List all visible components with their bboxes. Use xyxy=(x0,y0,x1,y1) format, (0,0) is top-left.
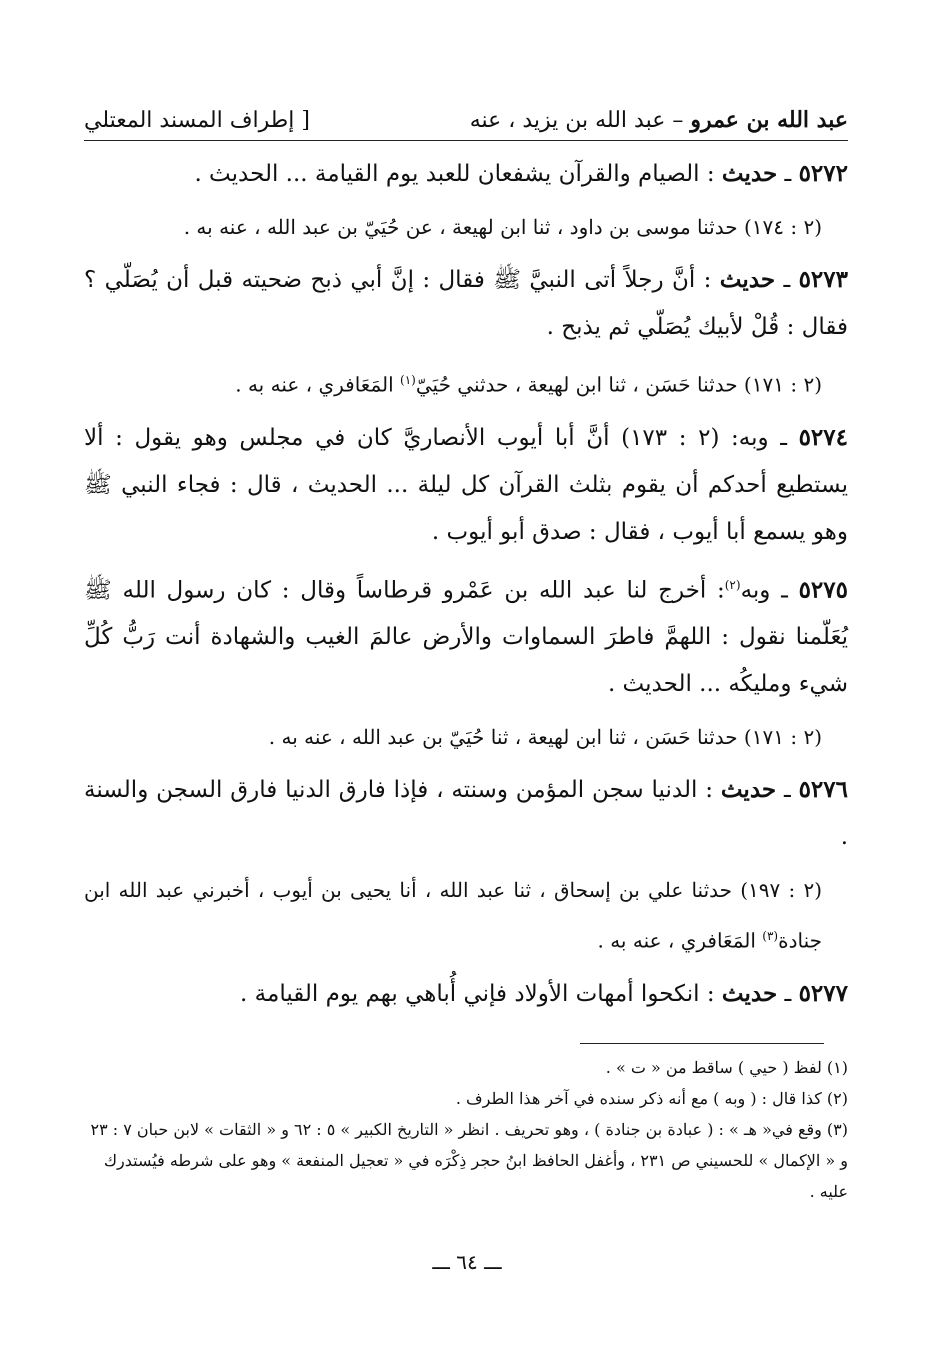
entry-number: ٥٢٧٤ xyxy=(798,423,848,451)
running-header xyxy=(84,100,848,140)
isnad-text-cont: المَعَافري ، عنه به . xyxy=(597,928,763,953)
footnote-ref: (٢) xyxy=(724,577,741,592)
entry-text: وبه xyxy=(740,577,771,604)
entry-number: ٥٢٧٧ xyxy=(798,979,848,1007)
isnad-5276 xyxy=(84,867,822,964)
footnote-rule xyxy=(580,1043,824,1044)
entry-separator: ـ xyxy=(776,777,799,804)
header-rule xyxy=(84,140,848,141)
page-number: ـــ ٦٤ ـــ xyxy=(432,1250,502,1274)
entry-separator: ـ xyxy=(777,980,799,1007)
footnote-2: (٢) كذا قال : ( وبه ) مع أنه ذكر سنده في آخر هذا الطرف . xyxy=(455,1089,848,1108)
entry-keyword: حديث xyxy=(719,266,776,293)
main-text xyxy=(84,150,848,1024)
entry-text: : انكحوا أمهات الأولاد فإني أُباهي بهم يوم القيامة . xyxy=(240,980,722,1007)
entry-5272 xyxy=(84,150,848,198)
footnote-1: (١) لفظ ( حيي ) ساقط من « ت » . xyxy=(605,1058,848,1077)
footnotes xyxy=(84,1052,848,1207)
entry-5273 xyxy=(84,256,848,351)
entry-text-cont: : أخرج لنا عبد الله بن عَمْرو قرطاساً وقال : كان رسول الله ﷺ يُعَلّمنا نقول : اللهمَّ فاطرَ السماوات والأرض عالمَ الغيب والشهادة أنت رَبُّ كُلِّ شيء ومليكُه ... الحديث . xyxy=(84,577,848,698)
entry-5276 xyxy=(84,766,848,861)
entry-text: وبه: (٢ : ١٧٣) أنَّ أبا أيوب الأنصاريَّ كان في مجلس وهو يقول : ألا يستطيع أحدكم أن يقوم بثلث القرآن كل ليلة ... الحديث ، قال : فجاء النبي ﷺ وهو يسمع أبا أيوب ، فقال : صدق أبو أيوب . xyxy=(84,424,848,545)
entry-5275 xyxy=(84,562,848,709)
isnad-text-cont: المَعَافري ، عنه به . xyxy=(235,372,401,397)
entry-number: ٥٢٧٦ xyxy=(798,776,848,804)
entry-text: : أنَّ رجلاً أتى النبيَّ ﷺ فقال : إنَّ أبي ذبح ضحيته قبل أن يُصَلّي ؟ فقال : قُلْ لأبيك يُصَلّي ثم يذبح . xyxy=(84,267,848,340)
entry-separator: ـ xyxy=(768,424,799,451)
entry-number: ٥٢٧٣ xyxy=(798,266,848,293)
entry-number: ٥٢٧٢ xyxy=(798,160,848,187)
entry-separator: ـ xyxy=(775,267,799,293)
isnad-5272: (٢ : ١٧٤) حدثنا موسى بن داود ، ثنا ابن لهيعة ، عن حُيَيّ بن عبد الله ، عنه به . xyxy=(183,215,822,239)
footnote-3: (٣) وقع في« هـ » : ( عبادة بن جنادة ) ، وهو تحريف . انظر « التاريخ الكبير » ٥ : ٦٢ و « الثقات » لابن حبان ٧ : ٢٣ و « الإكمال » للحسيني ص ٢٣١ ، وأغفل الحافظ ابنُ حجر ذِكْرَه في « تعجيل المنفعة » وهو على شرطه فيُستدرك عليه . xyxy=(90,1120,848,1201)
entry-5277 xyxy=(84,970,848,1018)
header-title xyxy=(470,107,848,133)
entry-keyword: حديث xyxy=(720,776,777,804)
header-title-bold: عبد الله بن عمرو xyxy=(690,107,848,133)
entry-separator: ـ xyxy=(777,161,799,187)
entry-5274 xyxy=(84,414,848,556)
header-book-title: [ إطراف المسند المعتلي xyxy=(84,107,310,133)
isnad-5273 xyxy=(84,357,822,408)
entry-keyword: حديث xyxy=(721,160,778,187)
entry-text: : الصيام والقرآن يشفعان للعبد يوم القيامة ... الحديث . xyxy=(194,161,722,187)
entry-separator: ـ xyxy=(770,577,799,604)
isnad-text: (٢ : ١٩٧) حدثنا علي بن إسحاق ، ثنا عبد الله ، أنا يحيى بن أيوب ، أخبرني عبد الله ابن جنادة xyxy=(84,878,822,953)
entry-keyword: حديث xyxy=(721,979,778,1007)
entry-text: : الدنيا سجن المؤمن وسنته ، فإذا فارق الدنيا فارق السجن والسنة . xyxy=(84,777,848,851)
footnote-ref: (٣) xyxy=(762,929,779,944)
isnad-text: (٢ : ١٧١) حدثنا حَسَن ، ثنا ابن لهيعة ، حدثني حُيَيّ xyxy=(415,372,822,397)
entry-number: ٥٢٧٥ xyxy=(798,576,848,604)
footnote-ref: (١) xyxy=(400,373,416,387)
header-title-rest: – عبد الله بن يزيد ، عنه xyxy=(469,108,691,133)
isnad-5275: (٢ : ١٧١) حدثنا حَسَن ، ثنا ابن لهيعة ، ثنا حُيَيّ بن عبد الله ، عنه به . xyxy=(268,725,822,750)
